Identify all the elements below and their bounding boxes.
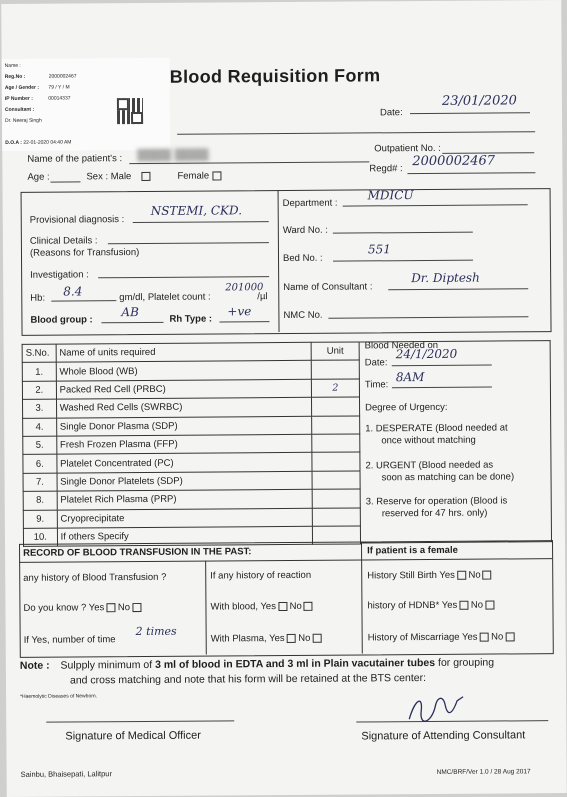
sticker-doa-label: D.O.A : [5, 139, 22, 146]
unit-name-header: Name of units required [56, 342, 311, 362]
sticker-ip-value: 00014337 [48, 95, 71, 102]
sno-header: S.No. [22, 344, 56, 363]
bed-value: 551 [367, 242, 391, 257]
units-table-header [22, 342, 359, 363]
hdnb-text: history of HDNB* Yes [367, 599, 458, 612]
urgency-urgent-detail: soon as matching can be done) [381, 471, 515, 484]
unit-sno-cell: 1. [22, 362, 56, 381]
provisional-diagnosis-label: Provisional diagnosis : [29, 214, 125, 226]
urgency-label: Degree of Urgency: [365, 401, 448, 414]
hdnb-no-label: No [470, 599, 484, 611]
units-table-row [22, 360, 359, 381]
unit-name-cell: Fresh Frozen Plasma (FFP) [56, 434, 311, 454]
patient-name-label: Name of the patient's : [27, 153, 123, 165]
with-blood-row [210, 601, 312, 613]
consultant-value: Dr. Diptesh [411, 270, 480, 286]
unit-sno-cell: 7. [23, 473, 57, 492]
miscarriage-text: History of Miscarriage Yes [367, 631, 478, 644]
with-plasma-yes-checkbox[interactable] [287, 634, 296, 643]
platelet-unit: /µl [257, 291, 268, 303]
number-of-times-label: If Yes, number of time [23, 634, 116, 646]
blood-group-label: Blood group : [30, 314, 93, 326]
needed-on-label: Blood Needed on [364, 339, 439, 352]
with-plasma-row [211, 633, 322, 645]
number-of-times-value: 2 times [135, 624, 177, 639]
with-plasma-text: With Plasma, Yes [210, 633, 285, 645]
provisional-diagnosis-value: NSTEMI, CKD. [150, 203, 243, 218]
record-header: RECORD OF BLOOD TRANSFUSION IN THE PAST: [23, 546, 252, 559]
do-you-know-text: Do you know ? Yes [23, 602, 105, 614]
female-header: If patient is a female [367, 544, 458, 557]
with-plasma-no-label: No [298, 632, 311, 644]
sticker-doa-value: 22-01-2020 04:40 AM [23, 139, 72, 146]
unit-name-cell: If others Specify [57, 526, 312, 546]
unit-sno-cell: 10. [23, 528, 57, 547]
female-label: Female [177, 170, 210, 182]
with-blood-no-label: No [289, 600, 302, 612]
urgency-desperate: 1. DESPERATE (Blood needed at [365, 422, 508, 435]
needed-date-label: Date: [364, 357, 388, 369]
still-birth-label [367, 570, 492, 582]
units-table-row [23, 471, 360, 492]
consultant-signature [401, 689, 471, 725]
clinical-details-sub: (Reasons for Transfusion) [29, 247, 140, 259]
unit-name-cell: Cryoprecipitate [57, 508, 312, 528]
do-you-know-no-label: No [117, 602, 131, 614]
history-reaction-label: If any history of reaction [210, 569, 312, 582]
units-table-row [23, 416, 360, 437]
unit-sno-cell: 5. [23, 436, 57, 455]
clinical-details-label: Clinical Details : [29, 235, 98, 247]
unit-name-cell: Platelet Rich Plasma (PRP) [57, 489, 312, 509]
needed-time-label: Time: [364, 379, 389, 391]
unit-sno-cell: 4. [23, 418, 57, 437]
consultant-signature-label: Signature of Attending Consultant [361, 729, 526, 743]
age-label: Age : [27, 171, 50, 183]
hb-label: Hb: [30, 292, 46, 304]
qr-code-icon [117, 98, 143, 124]
unit-unit-cell: 2 [311, 379, 359, 398]
do-you-know-no-checkbox[interactable] [132, 603, 141, 612]
units-table-row [23, 507, 360, 528]
with-blood-text: With blood, Yes [210, 601, 276, 613]
urgency-reserve: 3. Reserve for operation (Blood is [365, 495, 508, 508]
date-value: 23/01/2020 [441, 93, 517, 109]
unit-name-cell: Whole Blood (WB) [56, 361, 311, 381]
note-label: Note : [19, 659, 50, 672]
note-line-2: and cross matching and note that his form will be retained at the BTS center: [69, 672, 427, 687]
sticker-regno-value: 2000002467 [48, 73, 77, 80]
hdnb-row [367, 600, 494, 612]
hdnb-no-checkbox[interactable] [485, 601, 494, 610]
investigation-label: Investigation : [30, 269, 89, 281]
female-checkbox[interactable] [212, 171, 221, 180]
needed-date-value: 24/1/2020 [395, 346, 458, 362]
sticker-age-label: Age / Gender : [4, 84, 40, 91]
note-line-1 [20, 657, 494, 672]
note-text-c: for grouping [435, 656, 495, 669]
sticker-regno-label: Reg.No : [4, 73, 26, 80]
units-table-row [23, 489, 360, 510]
form-title: Blood Requisition Form [169, 65, 381, 87]
urgency-reserve-detail: reserved for 47 hrs. only) [381, 507, 488, 520]
unit-sno-cell: 6. [23, 454, 57, 473]
miscarriage-no-label: No [491, 631, 504, 643]
unit-sno-cell: 8. [23, 491, 57, 510]
sticker-consultant-label: Consultant : [4, 106, 35, 113]
unit-name-cell: Platelet Concentrated (PC) [57, 453, 312, 473]
platelet-value: 201000 [225, 282, 264, 294]
with-blood-no-checkbox[interactable] [304, 602, 313, 611]
sticker-ip-label: IP Number : [4, 95, 33, 102]
sticker-age-value: 79 / Y / M [48, 84, 70, 91]
outpatient-label: Outpatient No. : [374, 142, 441, 155]
units-table [22, 341, 361, 547]
miscarriage-row [368, 631, 515, 643]
units-table-row [23, 434, 360, 455]
history-transfusion-question: any history of Blood Transfusion ? [23, 571, 167, 584]
regd-value: 2000002467 [412, 153, 496, 170]
unit-sno-cell: 9. [23, 510, 57, 529]
with-plasma-no-checkbox[interactable] [312, 634, 321, 643]
urgency-urgent: 2. URGENT (Blood needed as [365, 459, 494, 472]
unit-unit-cell [312, 452, 360, 471]
hb-unit-label: gm/dl, Platelet count : [119, 291, 211, 304]
still-birth-yes-checkbox[interactable] [457, 571, 466, 580]
unit-unit-cell [312, 507, 360, 526]
hdnb-yes-checkbox[interactable] [459, 601, 468, 610]
urgency-desperate-detail: once without matching [381, 434, 476, 447]
ward-label: Ward No. : [282, 224, 328, 237]
still-birth-text: History Still Birth Yes [367, 569, 455, 582]
footer-version: NMC/BRF/Ver 1.0 / 28 Aug 2017 [436, 768, 531, 776]
unit-sno-cell: 2. [22, 381, 56, 400]
units-table-row [22, 379, 359, 400]
note-text-a: Sulpply minimum of [60, 658, 156, 672]
miscarriage-no-checkbox[interactable] [505, 632, 514, 641]
unit-name-cell: Washed Red Cells (SWRBC) [56, 397, 311, 417]
patient-name-redacted: ▒▒▒▒ ▒▒▒▒ [137, 148, 209, 163]
date-label: Date: [379, 107, 403, 119]
do-you-know-row [23, 602, 141, 614]
unit-unit-cell [312, 489, 360, 508]
unit-unit-cell [311, 397, 359, 416]
hb-value: 8.4 [63, 284, 83, 299]
consultant-label: Name of Consultant : [283, 281, 373, 294]
sticker-name-label: Name : [4, 62, 21, 69]
still-birth-no-label: No [468, 569, 481, 581]
unit-name-cell: Single Donor Platelets (SDP) [57, 471, 312, 491]
miscarriage-yes-checkbox[interactable] [479, 633, 488, 642]
department-label: Department : [282, 197, 338, 210]
bed-label: Bed No. : [282, 252, 323, 265]
unit-unit-cell [312, 416, 360, 435]
rh-type-label: Rh Type : [169, 313, 213, 325]
patient-sticker [2, 58, 171, 151]
sex-male-label: Sex : Male [86, 171, 132, 183]
units-table-row [23, 397, 360, 418]
sticker-consultant-value: Dr. Neeraj Singh [5, 117, 42, 124]
unit-unit-cell [312, 434, 360, 453]
male-checkbox[interactable] [141, 172, 150, 181]
note-text-b: 3 ml of blood in EDTA and 3 ml in Plain vacutainer tubes [155, 656, 436, 671]
medical-officer-signature-label: Signature of Medical Officer [65, 729, 201, 743]
footnote: *Haemolytic Diseases of Newborn. [20, 693, 98, 700]
regd-label: Regd# : [369, 163, 403, 175]
unit-unit-cell [312, 471, 360, 490]
unit-name-cell: Single Donor Plasma (SDP) [56, 416, 311, 436]
department-value: MDICU [367, 188, 414, 203]
footer-address: Sainbu, Bhaisepati, Lalitpur [20, 769, 112, 779]
units-table-row [23, 452, 360, 473]
needed-time-value: 8AM [395, 370, 425, 385]
unit-name-cell: Packed Red Cell (PRBC) [56, 379, 311, 399]
rh-type-value: +ve [227, 304, 252, 319]
still-birth-no-checkbox[interactable] [483, 571, 492, 580]
blood-group-value: AB [121, 305, 139, 320]
unit-unit-cell [311, 360, 359, 379]
with-blood-yes-checkbox[interactable] [278, 602, 287, 611]
nmc-label: NMC No. [283, 309, 323, 322]
do-you-know-yes-checkbox[interactable] [106, 603, 115, 612]
unit-header: Unit [311, 342, 359, 361]
form-page [1, 0, 567, 797]
unit-sno-cell: 3. [23, 399, 57, 418]
